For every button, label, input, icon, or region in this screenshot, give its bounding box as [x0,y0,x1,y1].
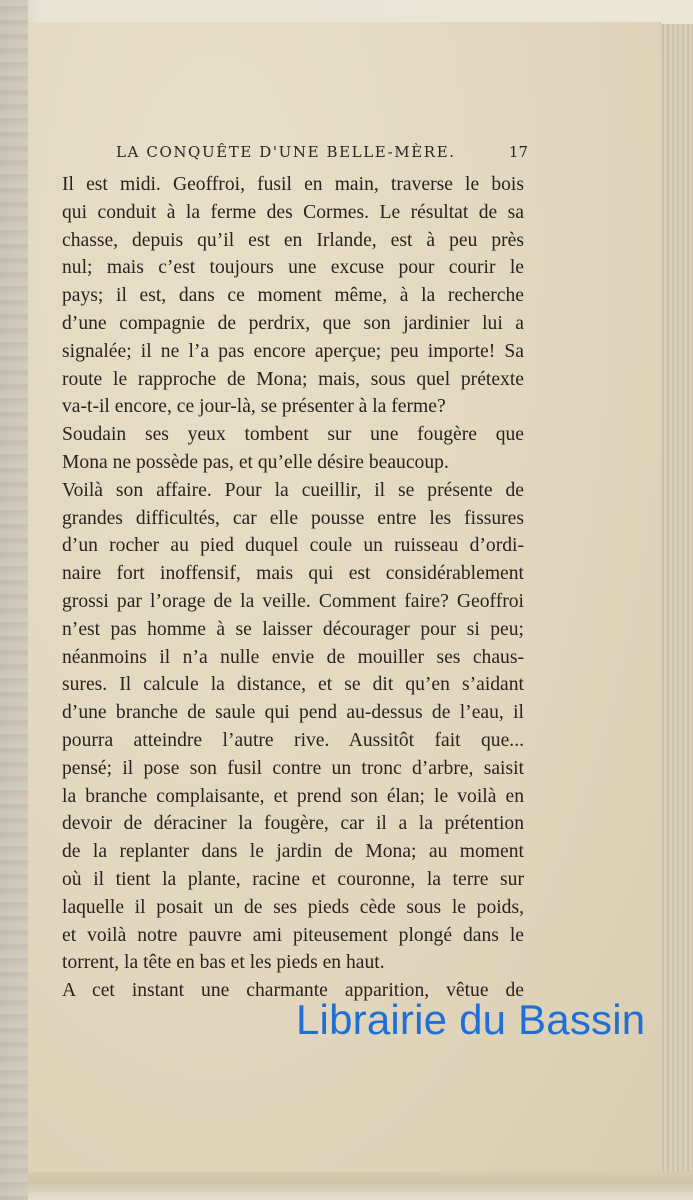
text-line: nul; mais c’est toujours une excuse pour courir le [62,257,524,279]
text-line: d’une compagnie de perdrix, que son jardinier lui a [62,312,524,334]
text-line: Mona ne possède pas, et qu’elle désire beaucoup. [62,451,449,473]
text-line: pourra atteindre l’autre rive. Aussitôt fait que... [62,729,524,751]
bookseller-watermark: Librairie du Bassin [296,996,646,1043]
text-line: signalée; il ne l’a pas encore aperçue; peu importe! Sa [62,340,524,362]
text-line: grossi par l’orage de la veille. Comment faire? Geoffroi [62,590,524,612]
text-line: la branche complaisante, et prend son élan; le voilà en [62,785,524,807]
text-line: Soudain ses yeux tombent sur une fougère que [62,424,524,446]
facing-page-edge [0,0,28,1200]
text-line: laquelle il posait un de ses pieds cède sous le poids, [62,896,524,918]
page-bottom-edge [28,1172,693,1200]
text-line: néanmoins il n’a nulle envie de mouiller ses chaus- [62,646,524,668]
running-head-title: LA CONQUÊTE D'UNE BELLE-MÈRE. [116,143,456,161]
text-line: de la replanter dans le jardin de Mona; au moment [62,841,524,863]
text-line: pays; il est, dans ce moment même, à la recherche [62,285,524,307]
text-line: devoir de déraciner la fougère, car il a la prétention [62,813,524,835]
text-line: torrent, la tête en bas et les pieds en haut. [62,952,385,974]
text-line: et voilà notre pauvre ami piteusement plongé dans le [62,924,524,946]
text-line: n’est pas homme à se laisser décourager pour si peu; [62,618,524,640]
text-line: qui conduit à la ferme des Cormes. Le résultat de sa [62,201,524,223]
text-line: sures. Il calcule la distance, et se dit qu’en s’aidant [62,674,524,696]
text-line: d’un rocher au pied duquel coule un ruisseau d’ordi- [62,535,524,557]
text-line: chasse, depuis qu’il est en Irlande, est à peu près [62,229,524,251]
text-line: va-t-il encore, ce jour-là, se présenter à la ferme? [62,396,446,418]
text-line: d’une branche de saule qui pend au-dessus de l’eau, il [62,702,524,724]
text-line: grandes difficultés, car elle pousse entre les fissures [62,507,524,529]
running-head [116,143,528,163]
text-line: où il tient la plante, racine et couronne, la terre sur [62,868,524,890]
text-line: A cet instant une charmante apparition, vêtue de [62,980,524,1002]
page-number: 17 [508,143,528,161]
body-text [62,171,524,1005]
text-line: route le rapproche de Mona; mais, sous quel prétexte [62,368,524,390]
text-line: Voilà son affaire. Pour la cueillir, il se présente de [62,479,524,501]
text-line: naire fort inoffensif, mais qui est considérablement [62,563,524,585]
page-stack-edge [660,24,693,1184]
text-line: Il est midi. Geoffroi, fusil en main, traverse le bois [62,174,524,195]
text-line: pensé; il pose son fusil contre un tronc d’arbre, saisit [62,757,524,779]
